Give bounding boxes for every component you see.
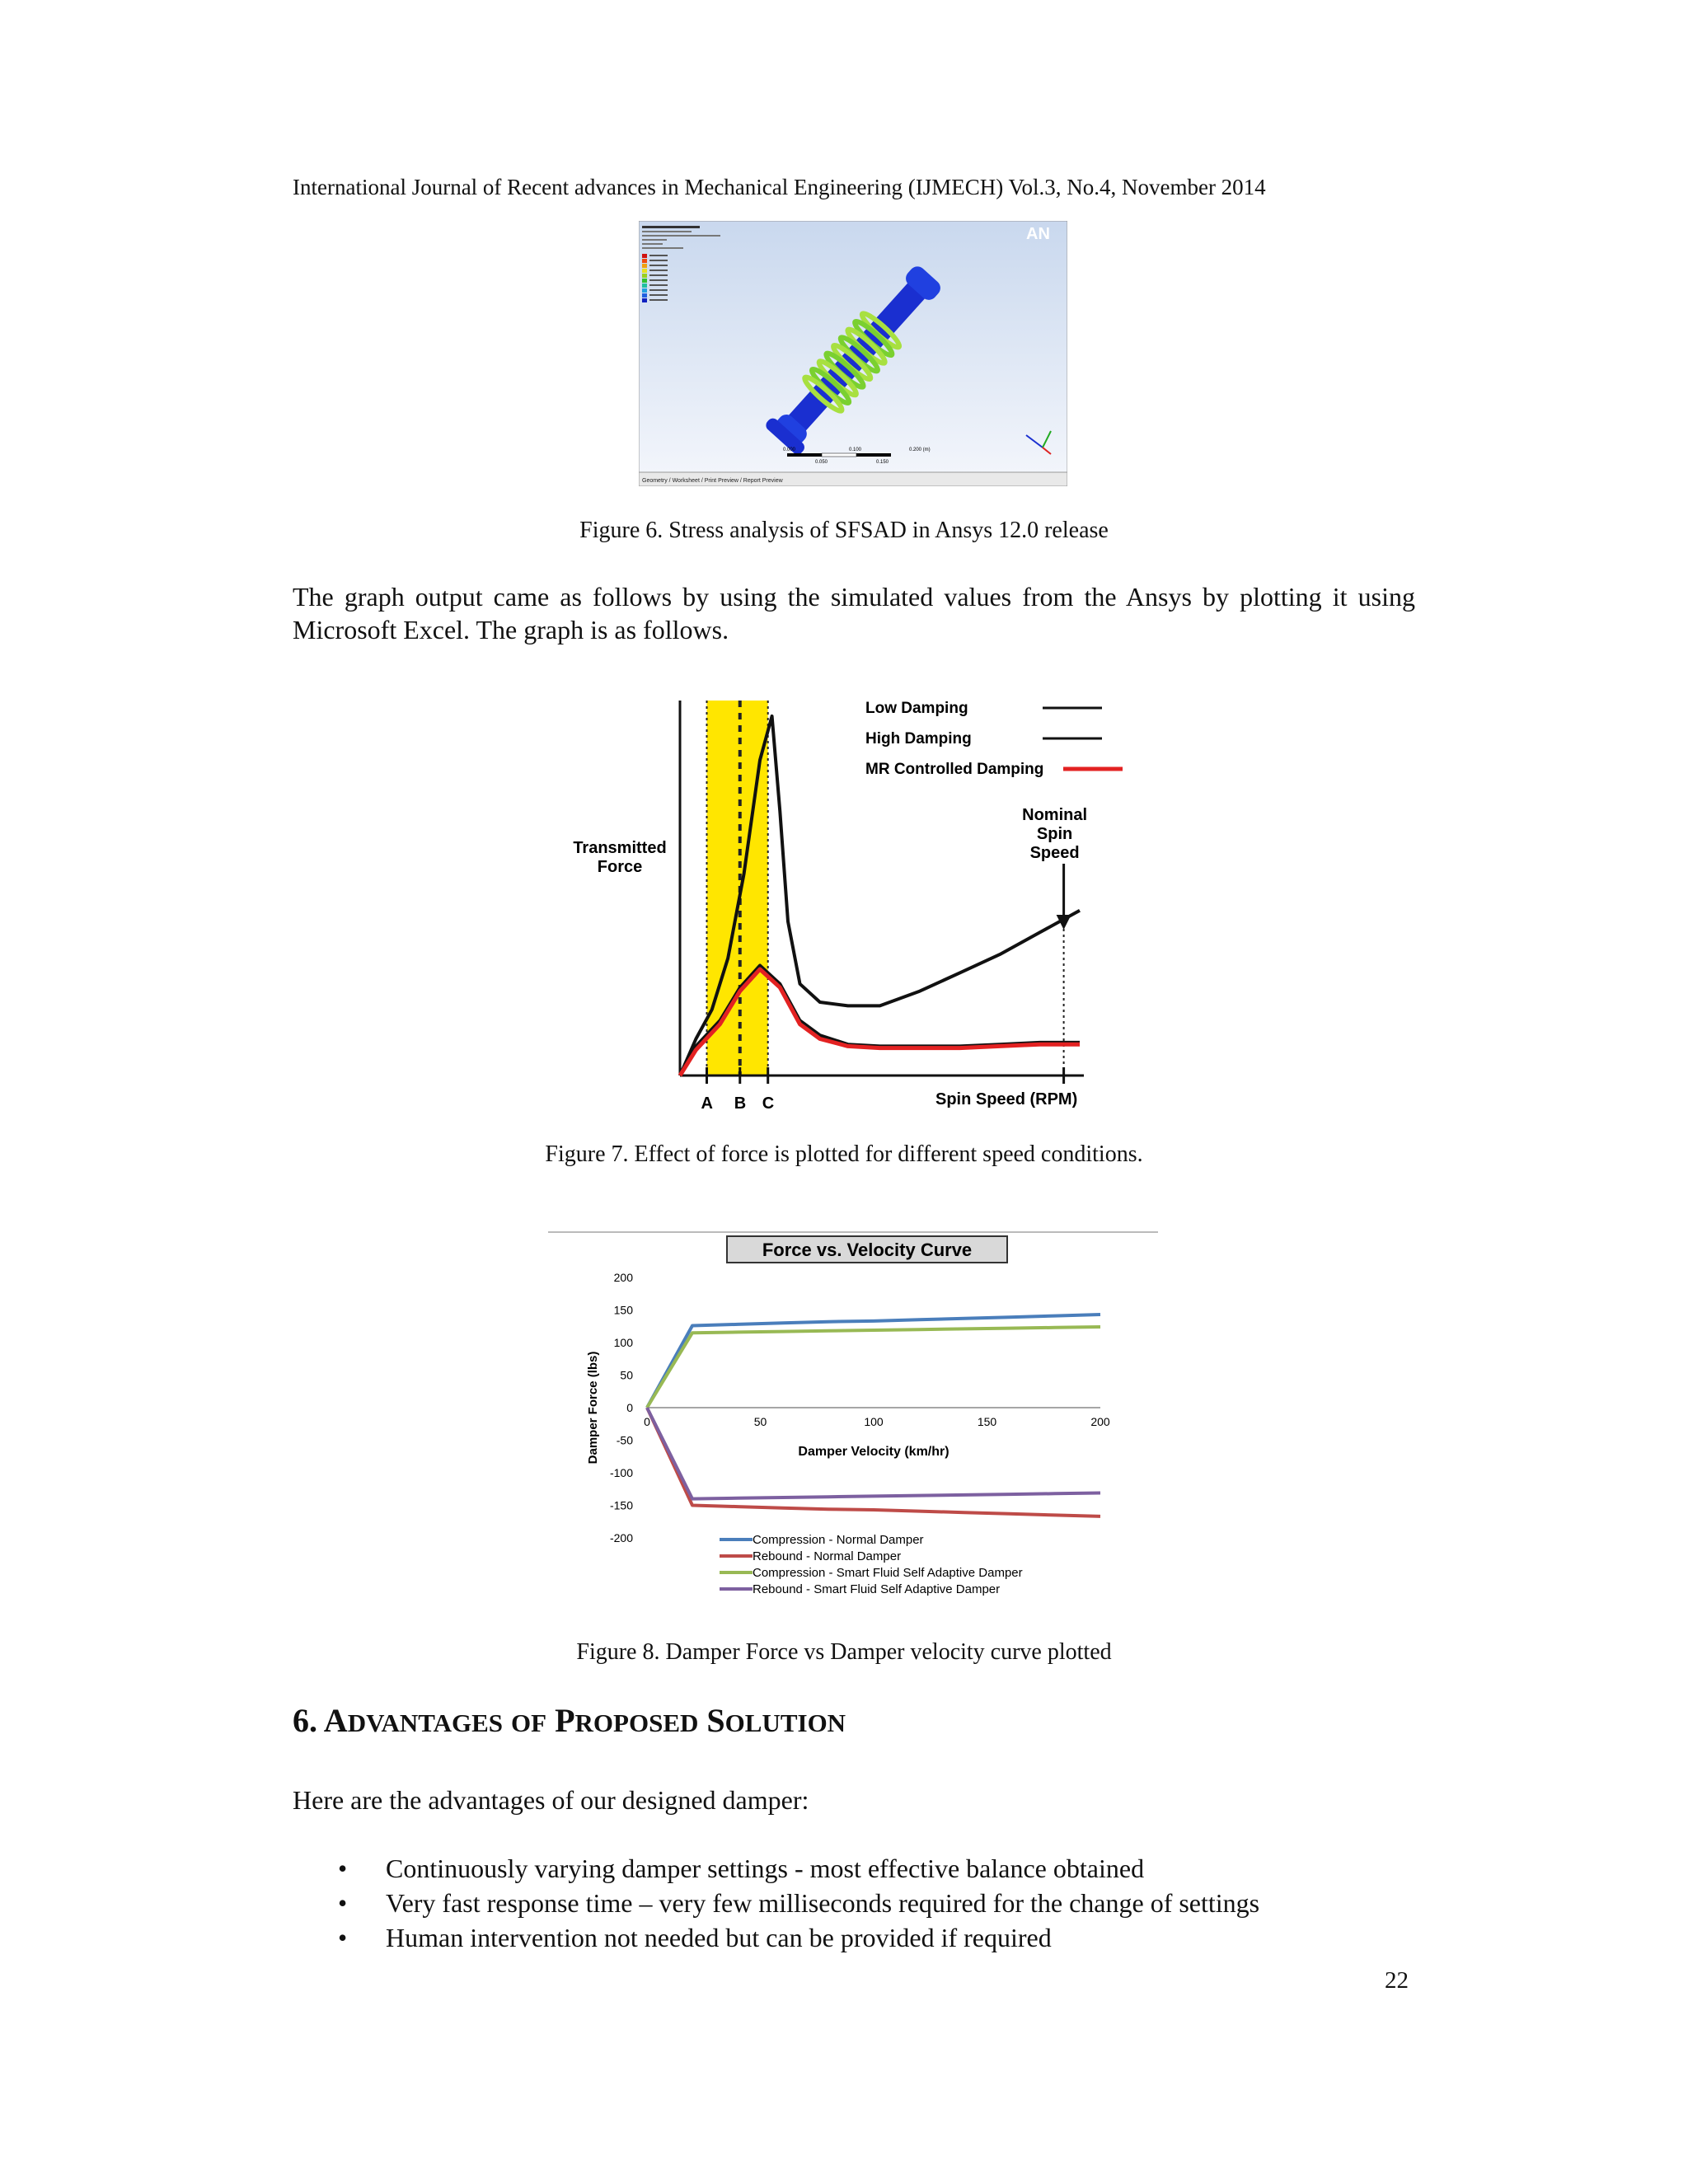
legend-label: MR Controlled Damping	[865, 761, 1044, 778]
legend-value-line	[649, 299, 668, 301]
y-tick-label: 150	[613, 1303, 633, 1317]
legend-swatch	[642, 274, 647, 278]
legend-swatch	[642, 293, 647, 298]
y-tick-label: 0	[626, 1401, 633, 1414]
ansys-tab-labels: Geometry / Worksheet / Print Preview / Report Preview	[642, 478, 783, 484]
y-axis-label: Damper Force (lbs)	[586, 1351, 600, 1465]
resonance-band	[706, 701, 767, 1076]
legend-label: Compression - Smart Fluid Self Adaptive Damper	[753, 1566, 1023, 1580]
legend-swatch	[642, 259, 647, 263]
svg-text:0.100: 0.100	[849, 448, 862, 452]
legend-value-line	[649, 284, 668, 286]
x-tick-label: B	[734, 1094, 747, 1113]
running-header: International Journal of Recent advances in Mechanical Engineering (IJMECH) Vol.3, No.4, November 2014	[293, 175, 1266, 199]
y-tick-label: 100	[613, 1336, 633, 1349]
y-tick-label: -150	[609, 1498, 633, 1512]
legend-swatch	[642, 269, 647, 273]
section-number: 6.	[293, 1702, 317, 1739]
list-item: • Very fast response time – very few milliseconds required for the change of settings	[338, 1888, 1260, 1918]
body-paragraph: The graph output came as follows by using the simulated values from the Ansys by plotting it using Microsoft Excel. The graph is as follows.	[293, 582, 1415, 644]
x-tick-label: 200	[1090, 1415, 1110, 1428]
section-heading: 6. ADVANTAGES OF PROPOSED SOLUTION	[293, 1702, 846, 1739]
legend-swatch	[642, 298, 647, 302]
y-tick-label: -100	[609, 1466, 633, 1479]
figure8-chart	[544, 1228, 1162, 1607]
svg-text:0.050: 0.050	[815, 460, 828, 465]
x-tick-label: C	[762, 1094, 775, 1113]
x-axis-label: Damper Velocity (km/hr)	[798, 1445, 950, 1459]
legend-label: Compression - Normal Damper	[753, 1533, 924, 1547]
advantages-list	[338, 1851, 1259, 1955]
ansys-logo: AN	[1026, 225, 1050, 243]
x-tick-label: 50	[753, 1415, 767, 1428]
annotation-label: Spin	[1036, 825, 1073, 843]
ansys-stress-figure	[639, 221, 1067, 486]
annotation-label: Nominal	[1022, 806, 1088, 824]
svg-text:0.200 (m): 0.200 (m)	[909, 448, 931, 452]
page-number: 22	[1385, 1967, 1409, 1994]
list-item: • Continuously varying damper settings - most effective balance obtained	[338, 1854, 1145, 1883]
legend-value-line	[649, 260, 668, 261]
legend-swatch	[642, 264, 647, 268]
figure7-chart	[569, 676, 1129, 1121]
intro-paragraph: Here are the advantages of our designed damper:	[293, 1785, 809, 1815]
y-tick-label: -200	[609, 1531, 633, 1544]
x-axis-label: Spin Speed (RPM)	[935, 1090, 1078, 1108]
legend-value-line	[649, 265, 668, 266]
y-tick-label: 200	[613, 1271, 633, 1284]
legend-value-line	[649, 279, 668, 281]
annotation-label: Speed	[1029, 844, 1080, 862]
legend-swatch	[642, 279, 647, 283]
legend-swatch	[642, 284, 647, 288]
legend-value-line	[649, 269, 668, 271]
svg-text:0.150: 0.150	[876, 460, 889, 465]
svg-text:0.000: 0.000	[783, 448, 796, 452]
chart-title: Force vs. Velocity Curve	[762, 1240, 973, 1260]
x-tick-label: 150	[977, 1415, 997, 1428]
figure7-caption: Figure 7. Effect of force is plotted for different speed conditions.	[545, 1141, 1143, 1167]
figure8-caption: Figure 8. Damper Force vs Damper velocity curve plotted	[576, 1639, 1112, 1665]
series-line	[647, 1327, 1100, 1408]
legend-label: Rebound - Normal Damper	[753, 1549, 902, 1563]
legend-label: Low Damping	[865, 700, 968, 717]
x-tick-label: 0	[644, 1415, 650, 1428]
x-tick-label: 100	[864, 1415, 884, 1428]
legend-value-line	[649, 274, 668, 276]
y-tick-label: -50	[616, 1433, 633, 1447]
legend-value-line	[649, 289, 668, 291]
y-axis-label: Force	[597, 858, 643, 876]
x-tick-label: A	[701, 1094, 713, 1113]
list-item: • Human intervention not needed but can be provided if required	[338, 1923, 1052, 1952]
y-tick-label: 50	[620, 1368, 633, 1382]
legend-value-line	[649, 294, 668, 296]
legend-label: High Damping	[865, 730, 972, 748]
y-axis-label: Transmitted	[573, 839, 667, 857]
legend-swatch	[642, 254, 647, 258]
legend-label: Rebound - Smart Fluid Self Adaptive Damper	[753, 1582, 1001, 1596]
legend-swatch	[642, 288, 647, 293]
legend-value-line	[649, 255, 668, 256]
figure6-caption: Figure 6. Stress analysis of SFSAD in Ansys 12.0 release	[579, 518, 1109, 543]
